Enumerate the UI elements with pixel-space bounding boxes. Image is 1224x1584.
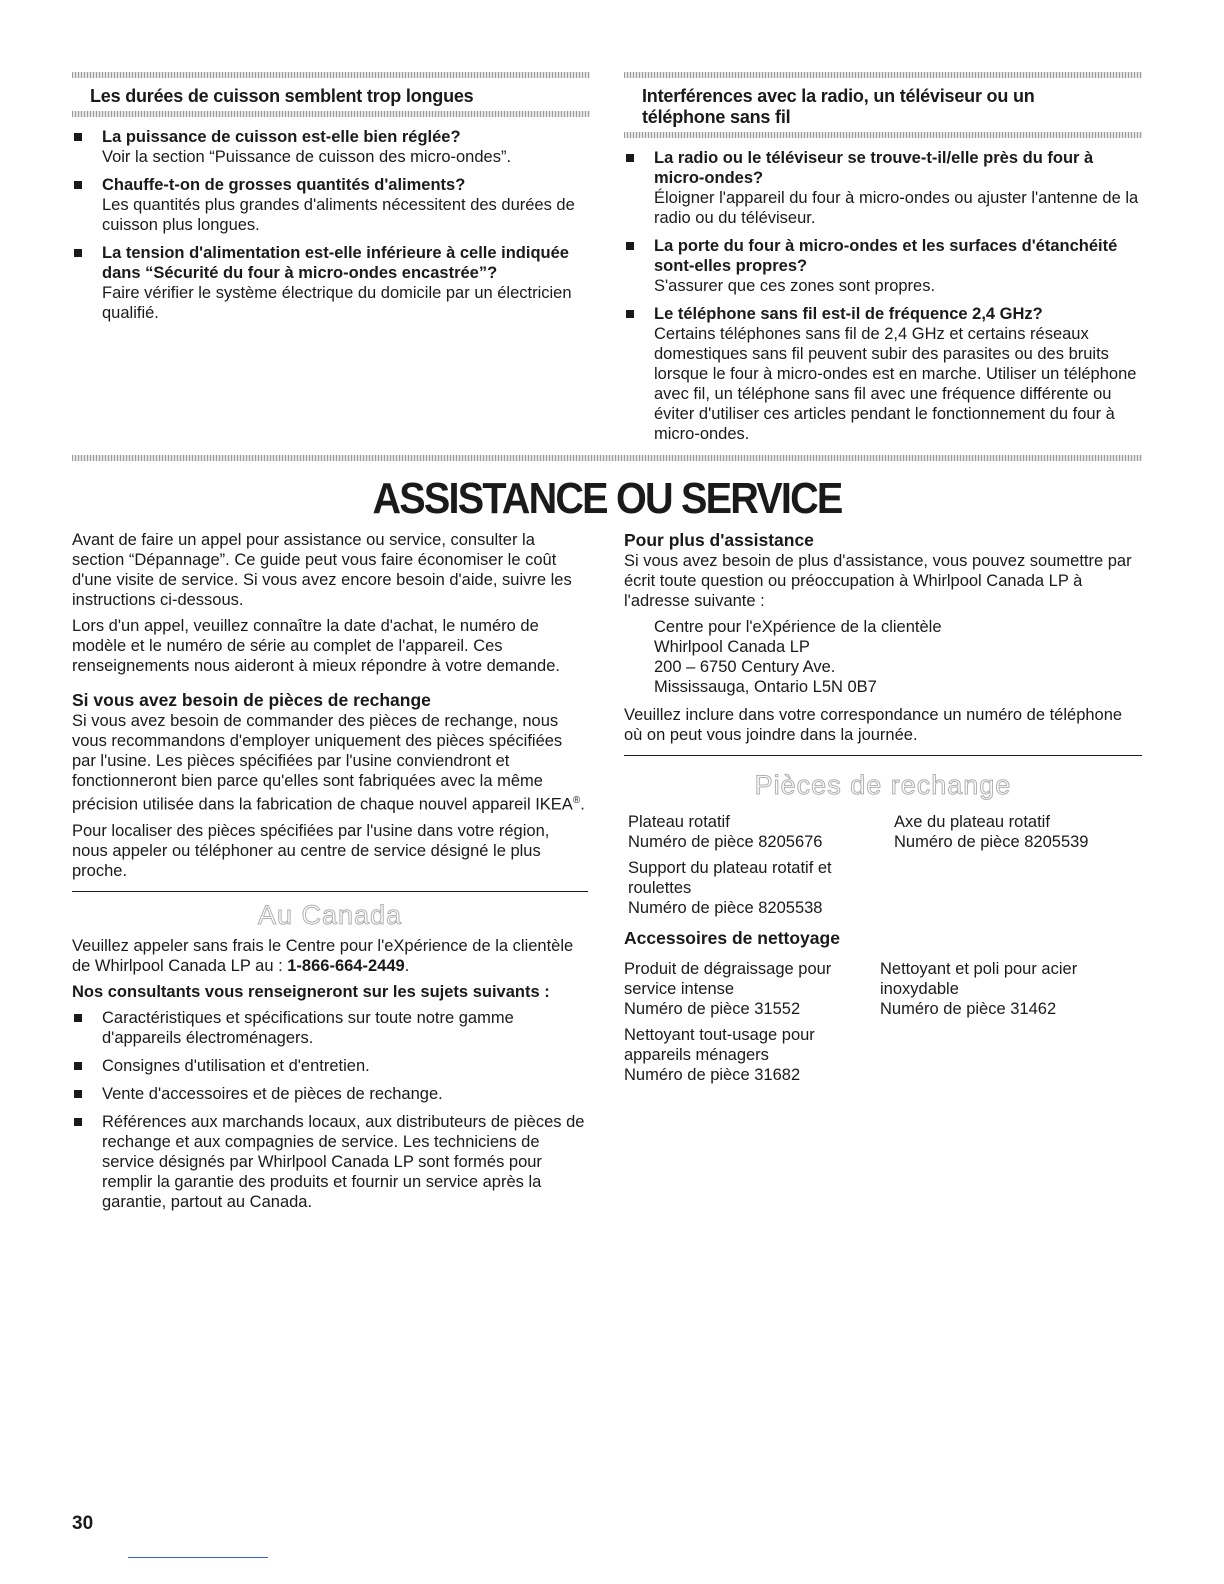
section-rule (624, 755, 1142, 756)
section-heading: Interférences avec la radio, un téléviseur ou un téléphone sans fil (642, 86, 1035, 127)
intro-paragraph: Avant de faire un appel pour assistance ou service, consulter la section “Dépannage”. Ce guide peut vous faire économiser le coût d'une visite de service. Si vous avez encore besoin d'aide, suivre les instructions ci-dessous. (72, 531, 572, 609)
part-item: Support du plateau rotatif et roulettes Numéro de pièce 8205538 (628, 859, 832, 917)
consultants-heading: Nos consultants vous renseigneront sur les sujets suivants : (72, 982, 550, 1001)
heading-underline (72, 111, 590, 117)
list-item: La porte du four à micro-ondes et les surfaces d'étanchéité sont-elles propres? S'assurer que ces zones sont propres. (624, 236, 1142, 296)
intro-paragraph: Lors d'un appel, veuillez connaître la date d'achat, le numéro de modèle et le numéro de série au complet de l'appareil. Ces renseignements nous aideront à mieux répondre à votre demande. (72, 617, 560, 675)
list-item: Références aux marchands locaux, aux distributeurs de pièces de rechange et aux compagnies de service. Les techniciens de service désignés par Whirlpool Canada LP sont formés pour remplir la garantie des produits et fournir un service après la garantie, partout au Canada. (72, 1112, 588, 1212)
parts-list (624, 812, 1142, 922)
more-assistance-paragraph: Veuillez inclure dans votre correspondance un numéro de téléphone où on peut vous joindre dans la journée. (624, 706, 1123, 744)
parts-heading: Si vous avez besoin de pièces de rechange (72, 690, 431, 710)
list-item: La tension d'alimentation est-elle inférieure à celle indiquée dans “Sécurité du four à micro-ondes encastrée”? Faire vérifier le système électrique du domicile par un électricien qualifié. (72, 243, 590, 323)
parts-paragraph: Pour localiser des pièces spécifiées par l'usine dans votre région, nous appeler ou téléphoner au centre de service désigné le plus proche. (72, 821, 550, 880)
list-item: Chauffe-t-on de grosses quantités d'aliments? Les quantités plus grandes d'aliments nécessitent des durées de cuisson plus longues. (72, 175, 590, 235)
page-title: ASSISTANCE OU SERVICE (372, 474, 842, 523)
cleaning-item: Nettoyant et poli pour acier inoxydable Numéro de pièce 31462 (880, 960, 1078, 1018)
list-item: La puissance de cuisson est-elle bien réglée? Voir la section “Puissance de cuisson des micro-ondes”. (72, 127, 590, 167)
more-assistance-heading: Pour plus d'assistance (624, 530, 814, 550)
cleaning-list (624, 959, 1142, 1089)
top-right-rule (624, 72, 1142, 78)
cleaning-heading: Accessoires de nettoyage (624, 928, 840, 948)
part-item: Plateau rotatif Numéro de pièce 8205676 (628, 813, 823, 851)
cleaning-item: Produit de dégraissage pour service intense Numéro de pièce 31552 (624, 960, 832, 1018)
phone-number: 1-866-664-2449 (287, 956, 405, 975)
cleaning-item: Nettoyant tout-usage pour appareils ménagers Numéro de pièce 31682 (624, 1026, 815, 1084)
list-item: Caractéristiques et spécifications sur toute notre gamme d'appareils électroménagers. (72, 1008, 588, 1048)
parts-paragraph: Si vous avez besoin de commander des pièces de rechange, nous vous recommandons d'employer uniquement des pièces spécifiées par l'usine. Les pièces spécifiées par l'usine conviendront et fonctionneront bien parce qu'elles sont fabriquées avec la même précision utilisée dans la fabrication de chaque nouvel appareil IKEA®. (72, 712, 585, 814)
more-assistance-paragraph: Si vous avez besoin de plus d'assistance, vous pouvez soumettre par écrit toute question ou préoccupation à Whirlpool Canada LP à l'adresse suivante : (624, 552, 1132, 610)
right-column (624, 530, 1142, 1089)
page-number: 30 (72, 1513, 94, 1534)
canada-paragraph: Veuillez appeler sans frais le Centre pour l'eXpérience de la clientèle de Whirlpool Canada LP au : 1-866-664-2449. (72, 936, 574, 975)
part-item: Axe du plateau rotatif Numéro de pièce 8205539 (894, 813, 1089, 851)
section-heading: Les durées de cuisson semblent trop longues (90, 86, 474, 106)
section-divider (72, 455, 1142, 461)
parts-title: Pièces de rechange (754, 770, 1012, 800)
footer-rule (128, 1557, 268, 1558)
list-item: Consignes d'utilisation et d'entretien. (72, 1056, 588, 1076)
mailing-address: Centre pour l'eXpérience de la clientèle Whirlpool Canada LP 200 – 6750 Century Ave. Mississauga, Ontario L5N 0B7 (654, 618, 942, 696)
section-rule (72, 891, 588, 892)
list-item: Le téléphone sans fil est-il de fréquence 2,4 GHz? Certains téléphones sans fil de 2,4 GHz et certains réseaux domestiques sans fil peuvent subir des parasites ou des bruits lorsque le four à micro-ondes est en marche. Utiliser un téléphone avec fil, un téléphone sans fil avec une fréquence différente ou éviter d'utiliser ces articles pendant le fonctionnement du four à micro-ondes. (624, 304, 1142, 444)
left-column (72, 530, 588, 1220)
heading-underline (624, 132, 1142, 138)
list-item: La radio ou le téléviseur se trouve-t-il/elle près du four à micro-ondes? Éloigner l'appareil du four à micro-ondes ou ajuster l'antenne de la radio ou du téléviseur. (624, 148, 1142, 228)
canada-title: Au Canada (257, 899, 403, 930)
list-item: Vente d'accessoires et de pièces de rechange. (72, 1084, 588, 1104)
top-left-section (72, 86, 590, 331)
top-right-section (624, 86, 1142, 452)
top-left-rule (72, 72, 590, 78)
